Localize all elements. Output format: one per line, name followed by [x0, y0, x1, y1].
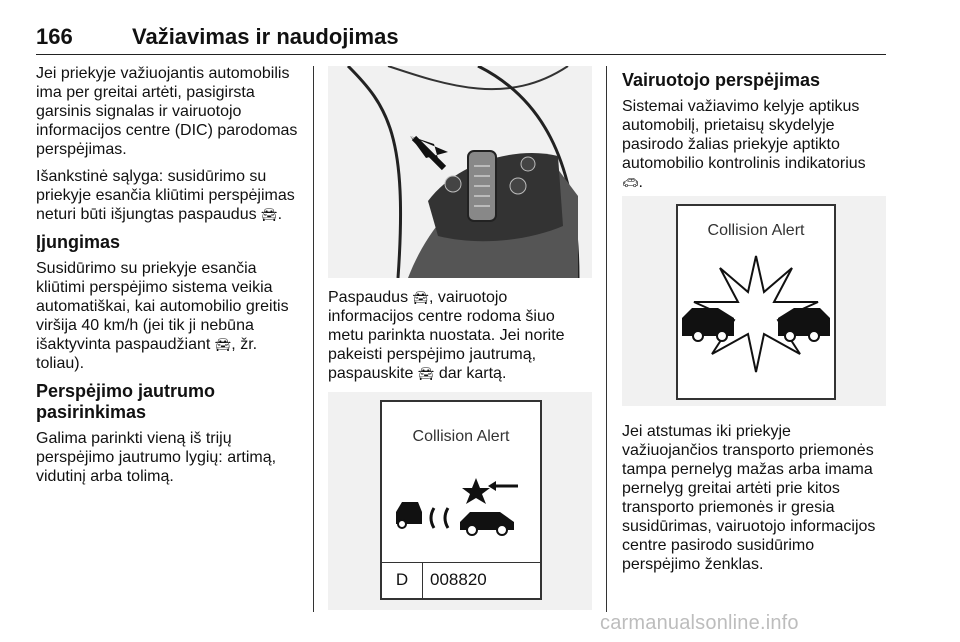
column-3-bottom [622, 422, 882, 582]
alert-title: Collision Alert [412, 428, 510, 445]
car-waves-icon: 🚘︎ [214, 337, 232, 352]
column-1 [36, 64, 302, 494]
car-waves-icon: 🚘︎ [261, 207, 278, 222]
chapter-title: Važiavimas ir naudojimas [132, 24, 399, 49]
column-divider-1 [313, 66, 314, 612]
collision-starburst-icon [678, 254, 834, 374]
precondition-paragraph: Išankstinė sąlyga: susidūrimo su priekyje esančia kliūtimi perspėjimas neturi būti išjungtas paspaudus 🚘︎. [36, 168, 295, 223]
page-header [36, 24, 886, 52]
steering-wheel-illustration [328, 66, 592, 278]
intro-paragraph: Jei priekyje važiuojantis automobilis ima per greitai artėti, pasigirsta garsinis signalas ir vairuotojo informacijos centre (DIC) parodomas perspėjimas. [36, 65, 298, 158]
code-separator [422, 562, 423, 598]
car-waves-icon: 🚘︎ [412, 290, 430, 305]
steering-wheel-svg [328, 66, 592, 278]
code-divider [382, 562, 540, 563]
car-waves-icon: 🚘︎ [417, 366, 435, 381]
site-watermark: carmanualsonline.info [600, 612, 799, 634]
activation-paragraph: Susidūrimo su priekyje esančia kliūtimi perspėjimo sistema veikia automatiškai, kai automobilio greitis viršija 40 km/h (jei tik ji nebūna išaktyvinta paspaudžiant 🚘︎, žr. toliau). [36, 260, 289, 372]
column-3-top [622, 64, 882, 200]
collision-alert-figure-2 [622, 196, 886, 406]
collision-warning-paragraph: Jei atstumas iki priekyje važiuojančios transporto priemonės tampa pernelyg mažas arba imama pernelyg greitai artėti prie kitos transporto priemonės ir gresia susidūrimas, vairuotojo informacijos centre pasirodo susidūrimo perspėjimo ženklas. [622, 423, 876, 573]
header-rule [36, 54, 886, 55]
code-number: 008820 [430, 570, 487, 589]
alert-title-2: Collision Alert [707, 222, 805, 239]
collision-alert-figure-1 [328, 392, 592, 610]
dic-display-2 [676, 204, 836, 400]
car-front-icon: 🚗︎ [622, 175, 639, 190]
code-letter: D [395, 570, 409, 589]
column-divider-2 [606, 66, 607, 612]
driver-warning-heading: Vairuotojo perspėjimas [622, 70, 821, 90]
activation-heading: Įjungimas [36, 232, 121, 252]
column-2 [328, 288, 594, 391]
collision-warning-icon [392, 472, 532, 542]
dic-display-1 [380, 400, 542, 600]
page-number: 166 [36, 24, 73, 49]
button-paragraph: Paspaudus 🚘︎, vairuotojo informacijos centre rodoma šiuo metu parinkta nuostata. Jei norite pakeisti perspėjimo jautrumą, paspauskite 🚘︎ dar kartą. [328, 289, 565, 382]
sensitivity-paragraph: Galima parinkti vieną iš trijų perspėjimo jautrumo lygių: artimą, vidutinį arba tolimą. [36, 430, 277, 485]
detection-paragraph: Sistemai važiavimo kelyje aptikus automobilį, prietaisų skydelyje pasirodo žalias priekyje aptikto automobilio kontrolinis indikatorius 🚗︎. [622, 98, 866, 191]
sensitivity-heading: Perspėjimo jautrumo pasirinkimas [36, 381, 216, 422]
